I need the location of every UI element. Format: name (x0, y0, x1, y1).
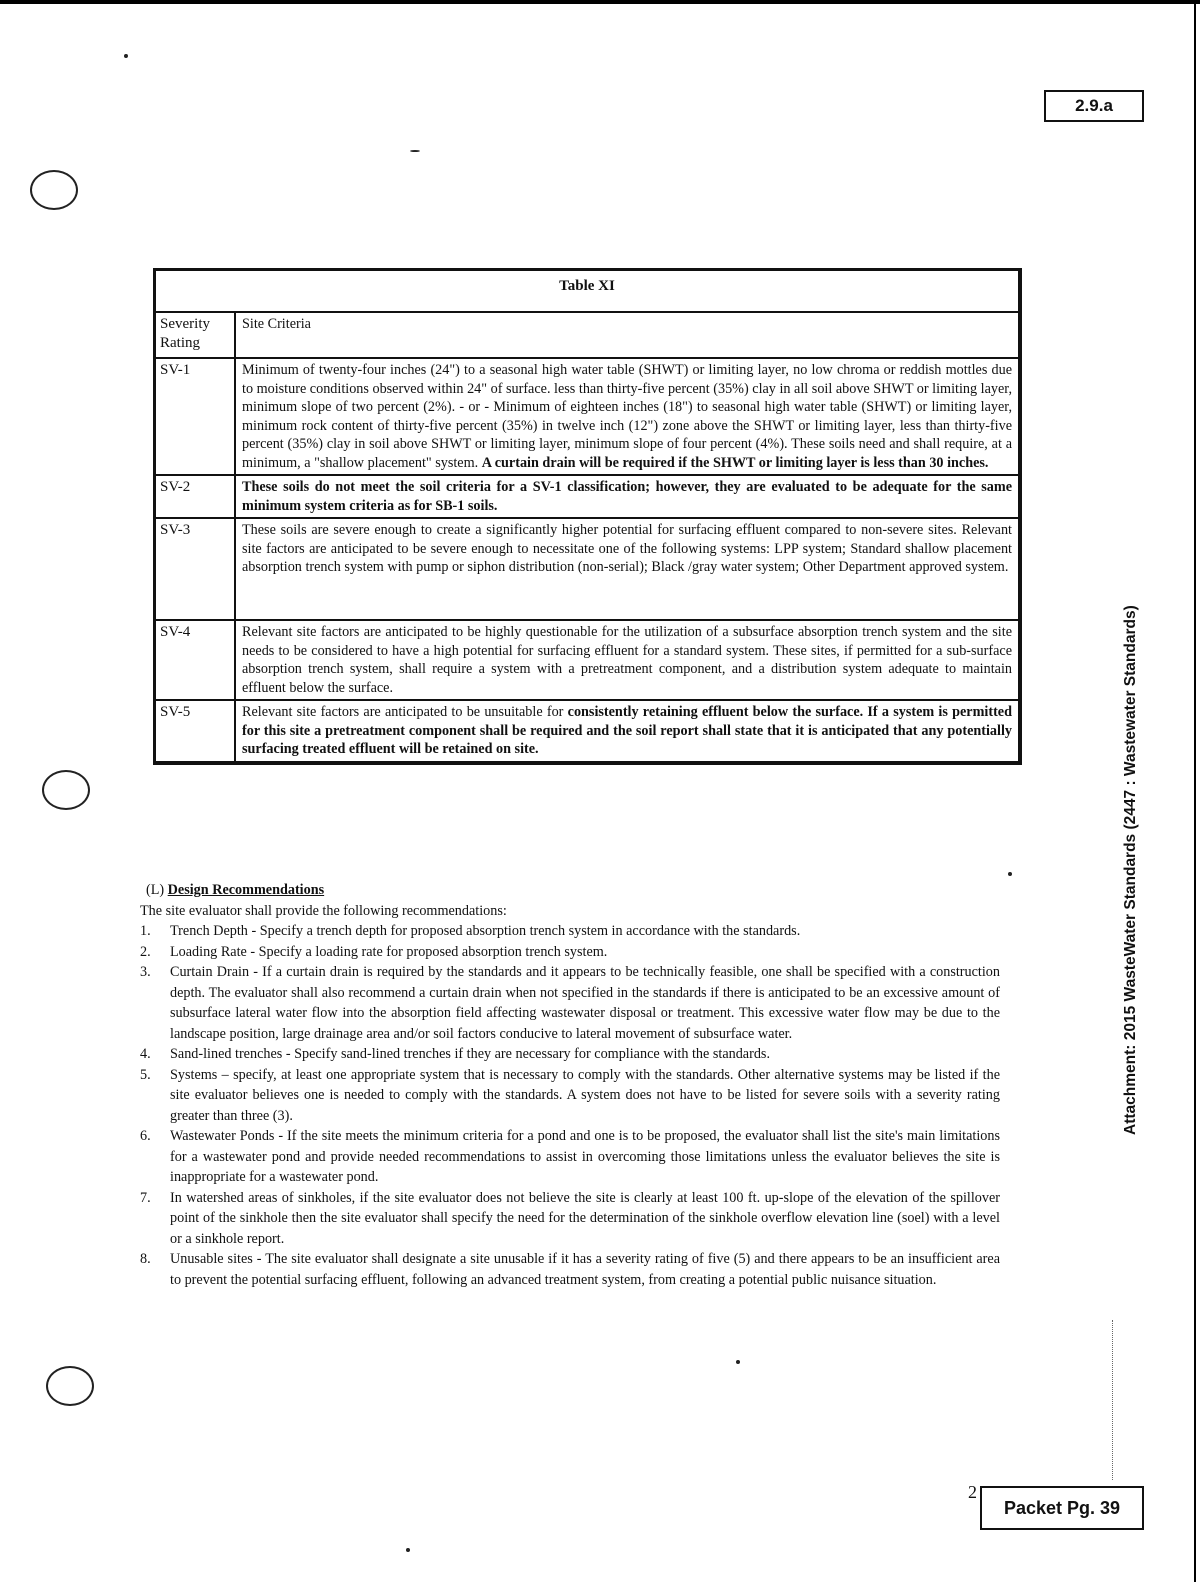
list-item (140, 1249, 1000, 1290)
table-row (156, 701, 1018, 761)
page-edge (0, 0, 1200, 4)
attachment-label: Attachment: 2015 WasteWater Standards (2447 : Wastewater Standards) (1122, 605, 1139, 1135)
packet-page-label: Packet Pg. 39 (980, 1486, 1144, 1530)
list-item-text: In watershed areas of sinkholes, if the site evaluator does not believe the site is clearly at least 100 ft. up-slope of the elevation of the spillover point of the sinkhole then the site evaluator shall specify the need for the determination of the sinkhole overflow elevation line (soel) with a level or a sinkhole report. (170, 1189, 1000, 1247)
page-edge (1194, 0, 1196, 1582)
row-rating: SV-5 (156, 701, 236, 761)
list-item (140, 1065, 1000, 1127)
scan-speck (406, 1548, 410, 1552)
punch-hole (30, 170, 78, 210)
punch-hole (46, 1366, 94, 1406)
section-intro: The site evaluator shall provide the following recommendations: (140, 902, 507, 919)
list-item-text: Sand-lined trenches - Specify sand-lined trenches if they are necessary for compliance with the standards. (170, 1046, 770, 1062)
header-criteria: Site Criteria (242, 316, 311, 332)
list-item-text: Unusable sites - The site evaluator shall designate a site unusable if it has a severity rating of five (5) and there appears to be an insufficient area to prevent the potential surfacing effluent, following an advanced treatment system, from creating a potential public nuisance situation. (170, 1251, 1000, 1288)
list-item-number: 1. (140, 923, 151, 939)
row-criteria: These soils are severe enough to create a significantly higher potential for surfacing effluent compared to non-severe sites. Relevant site factors are anticipated to be severe enough to necessitate one of the following systems: LPP system; Standard shallow placement absorption trench system with pump or siphon distribution (non-serial); Black /gray water system; Other Department approved system. (242, 522, 1012, 575)
list-item (140, 942, 1000, 963)
list-item-number: 8. (140, 1251, 151, 1267)
page-tag: 2.9.a (1044, 90, 1144, 122)
scan-speck (124, 54, 128, 58)
punch-hole (42, 770, 90, 810)
page-number: 2 (968, 1482, 977, 1502)
list-item-number: 4. (140, 1046, 151, 1062)
table-row (156, 519, 1018, 621)
list-item-text: Curtain Drain - If a curtain drain is required by the standards and it appears to be technically feasible, one shall be specified with a construction depth. The evaluator shall also recommend a curtain drain when not specified in the standards if there is anticipated to be an excessive amount of subsurface lateral water flow into the absorption field affecting wastewater disposal or treatment. This excessive water flow may be due to the landscape position, large drainage area and/or soil factors conducive to lateral movement of subsurface water. (170, 964, 1000, 1042)
row-criteria: Minimum of twenty-four inches (24") to a seasonal high water table (SHWT) or limiting layer, no low chroma or reddish mottles due to moisture conditions observed within 24" of surface. less than thirty-five percent (35%) clay in all soil above SHWT or limiting layer, minimum slope of two percent (2%). - or - Minimum of eighteen inches (18") to seasonal high water table (SHWT) or limiting layer, minimum rock content of thirty-five percent (35%) in twelve inch (12") zone above the SHWT or limiting layer, less than thirty-five percent (35%) clay in soil above SHWT or limiting layer, minimum slope of four percent (4%). These soils need and shall require, at a minimum, a "shallow placement" system. A curtain drain will be required if the SHWT or limiting layer is less than 30 inches. (242, 362, 1012, 471)
list-item (140, 1126, 1000, 1188)
design-recommendations (140, 880, 1000, 1290)
list-item (140, 1188, 1000, 1250)
list-item (140, 1044, 1000, 1065)
list-item-number: 2. (140, 943, 151, 960)
table-header-row (156, 313, 1018, 359)
scan-speck (736, 1360, 740, 1364)
header-rating: Severity Rating (156, 313, 236, 357)
list-item-number: 3. (140, 964, 151, 980)
row-rating: SV-4 (156, 621, 236, 699)
list-item-number: 7. (140, 1189, 151, 1206)
row-criteria: Relevant site factors are anticipated to be unsuitable for consistently retaining effluent below the surface. If a system is permitted for this site a pretreatment component shall be required and the soil report shall state that it is anticipated that any potentially surfacing treated effluent will be retained on site. (242, 704, 1012, 757)
list-item (140, 962, 1000, 1044)
row-criteria: These soils do not meet the soil criteria for a SV-1 classification; however, they are evaluated to be adequate for the same minimum system criteria as for SB-1 soils. (242, 479, 1012, 514)
list-item-text: Loading Rate - Specify a loading rate for proposed absorption trench system. (170, 943, 608, 960)
list-item (140, 921, 1000, 942)
list-item-text: Systems – specify, at least one appropriate system that is necessary to comply with the standards. Other alternative systems may be listed if the site evaluator believes one is needed to comply with the standards. A system does not have to be listed for severe soils with a severity rating greater than three (3). (170, 1066, 1000, 1124)
scan-speck (410, 150, 420, 152)
recommendations-list (140, 921, 1000, 1290)
row-rating: SV-2 (156, 476, 236, 517)
table-row (156, 359, 1018, 476)
section-title: (L) Design Recommendations (146, 882, 325, 898)
table-row (156, 621, 1018, 701)
row-rating: SV-3 (156, 519, 236, 619)
row-rating: SV-1 (156, 359, 236, 474)
table-title: Table XI (156, 271, 1018, 313)
row-criteria: Relevant site factors are anticipated to be highly questionable for the utilization of a subsurface absorption trench system and the site needs to be considered to have a high potential for surfacing effluent for a standard system. These sites, if permitted for a sub-surface absorption trench system, shall require a system with a pretreatment component, and a distribution system adequate to maintain effluent below the surface. (242, 624, 1012, 696)
margin-line (1112, 1320, 1113, 1480)
severity-table (153, 268, 1022, 765)
list-item-text: Wastewater Ponds - If the site meets the minimum criteria for a pond and one is to be proposed, the evaluator shall list the site's main limitations for a wastewater pond and provide needed recommendations to assist in overcoming those limitations unless the evaluator believes the site is inappropriate for a wastewater pond. (170, 1128, 1000, 1185)
scan-speck (1008, 872, 1012, 876)
list-item-number: 6. (140, 1128, 151, 1144)
list-item-number: 5. (140, 1066, 151, 1083)
list-item-text: Trench Depth - Specify a trench depth for proposed absorption trench system in accordance with the standards. (170, 923, 801, 939)
table-row (156, 476, 1018, 519)
